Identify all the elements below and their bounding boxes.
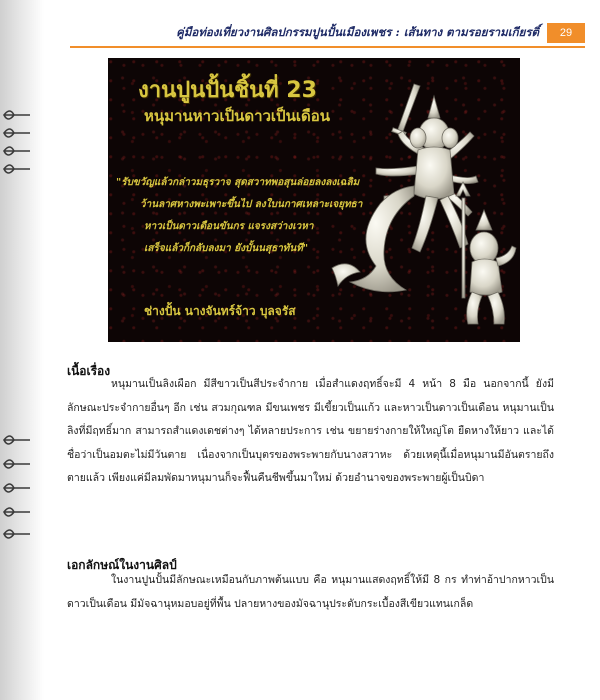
poster-subtitle: หนุมานหาวเป็นดาวเป็นเดือน xyxy=(144,107,330,125)
section-heading-art-identity: เอกลักษณ์ในงานศิลป์ xyxy=(67,558,177,572)
section-body-art-identity xyxy=(67,569,554,616)
poster-verse-line: เสร็จแล้วก็กลับลงมา ยังบั้นนสุธาทันที" xyxy=(144,243,309,254)
artwork-poster xyxy=(108,58,520,342)
decorative-pattern-icon xyxy=(0,105,34,185)
hanuman-sculpture-icon xyxy=(322,78,517,333)
poster-credit: ช่างปั้น นางจันทร์จ้าว บุลจรัส xyxy=(144,304,296,318)
book-binding-edge xyxy=(0,0,44,700)
section-heading-story: เนื้อเรื่อง xyxy=(67,364,111,378)
decorative-pattern-icon xyxy=(0,430,34,540)
poster-verses xyxy=(116,172,363,260)
poster-verse-line: ว้านลาศหางพะเพาะขึ้นไป ลงใบนกาศเหลาะเจยุทธา xyxy=(140,199,363,210)
page-number-badge: 29 xyxy=(547,23,585,43)
header-divider xyxy=(70,46,585,48)
header-title: คู่มือท่องเที่ยวงานศิลปกรรมปูนปั้นเมืองเพชร : เส้นทาง ตามรอยรามเกียรติ์ xyxy=(176,25,539,39)
section-body-art-identity-text: ในงานปูนปั้นมีลักษณะเหมือนกับภาพต้นแบบ คือ หนุมานแสดงฤทธิ์ให้มี 8 กร ทำท่าอ้าปากหาวเป็นดาวเป็นเดือน มีมัจฉานุหมอบอยู่ที่พื้น ปลายหางของมัจฉานุประดับกระเบื้องสีเขียวแทนเกล็ด xyxy=(67,574,554,610)
page-header xyxy=(176,22,585,44)
section-body-story-text: หนุมานเป็นลิงเผือก มีสีขาวเป็นสีประจำกาย เมื่อสำแดงฤทธิ์จะมี 4 หน้า 8 มือ นอกจากนี้ ยังมีลักษณะประจำกายอื่นๆ อีก เช่น สวมกุณฑล มีขนเพชร มีเขี้ยวเป็นแก้ว และหาวเป็นดาวเป็นเดือน หนุมานเป็นลิงที่มีฤทธิ์มาก สามารถสำแดงเดชต่างๆ ได้หลายประการ เช่น ขยายร่างกายให้ใหญ่โต ยืดหางให้ยาว และได้ชื่อว่าเป็นอมตะไม่มีวันตาย เนื่องจากเป็นบุตรของพระพายกับนางสวาหะ ด้วยเหตุนี้เมื่อหนุมานมีอันตรายถึงตายแล้ว เพียงแค่มีลมพัดมาหนุมานก็จะฟื้นคืนชีพขึ้นมาใหม่ ด้วยอำนาจของพระพายผู้เป็นบิดา xyxy=(67,378,554,484)
section-body-story xyxy=(67,373,554,491)
poster-verse-line: หาวเป็นดาวเดือนขันกร แจรงสว่างเวหา xyxy=(144,221,314,232)
poster-verse-line: "รับขวัญแล้วกล่าวมธุรวาจ สุดสวาทพอสุนล่อยลงลงเฉลิม xyxy=(116,177,360,188)
poster-title: งานปูนปั้นชิ้นที่ 23 xyxy=(138,78,317,103)
